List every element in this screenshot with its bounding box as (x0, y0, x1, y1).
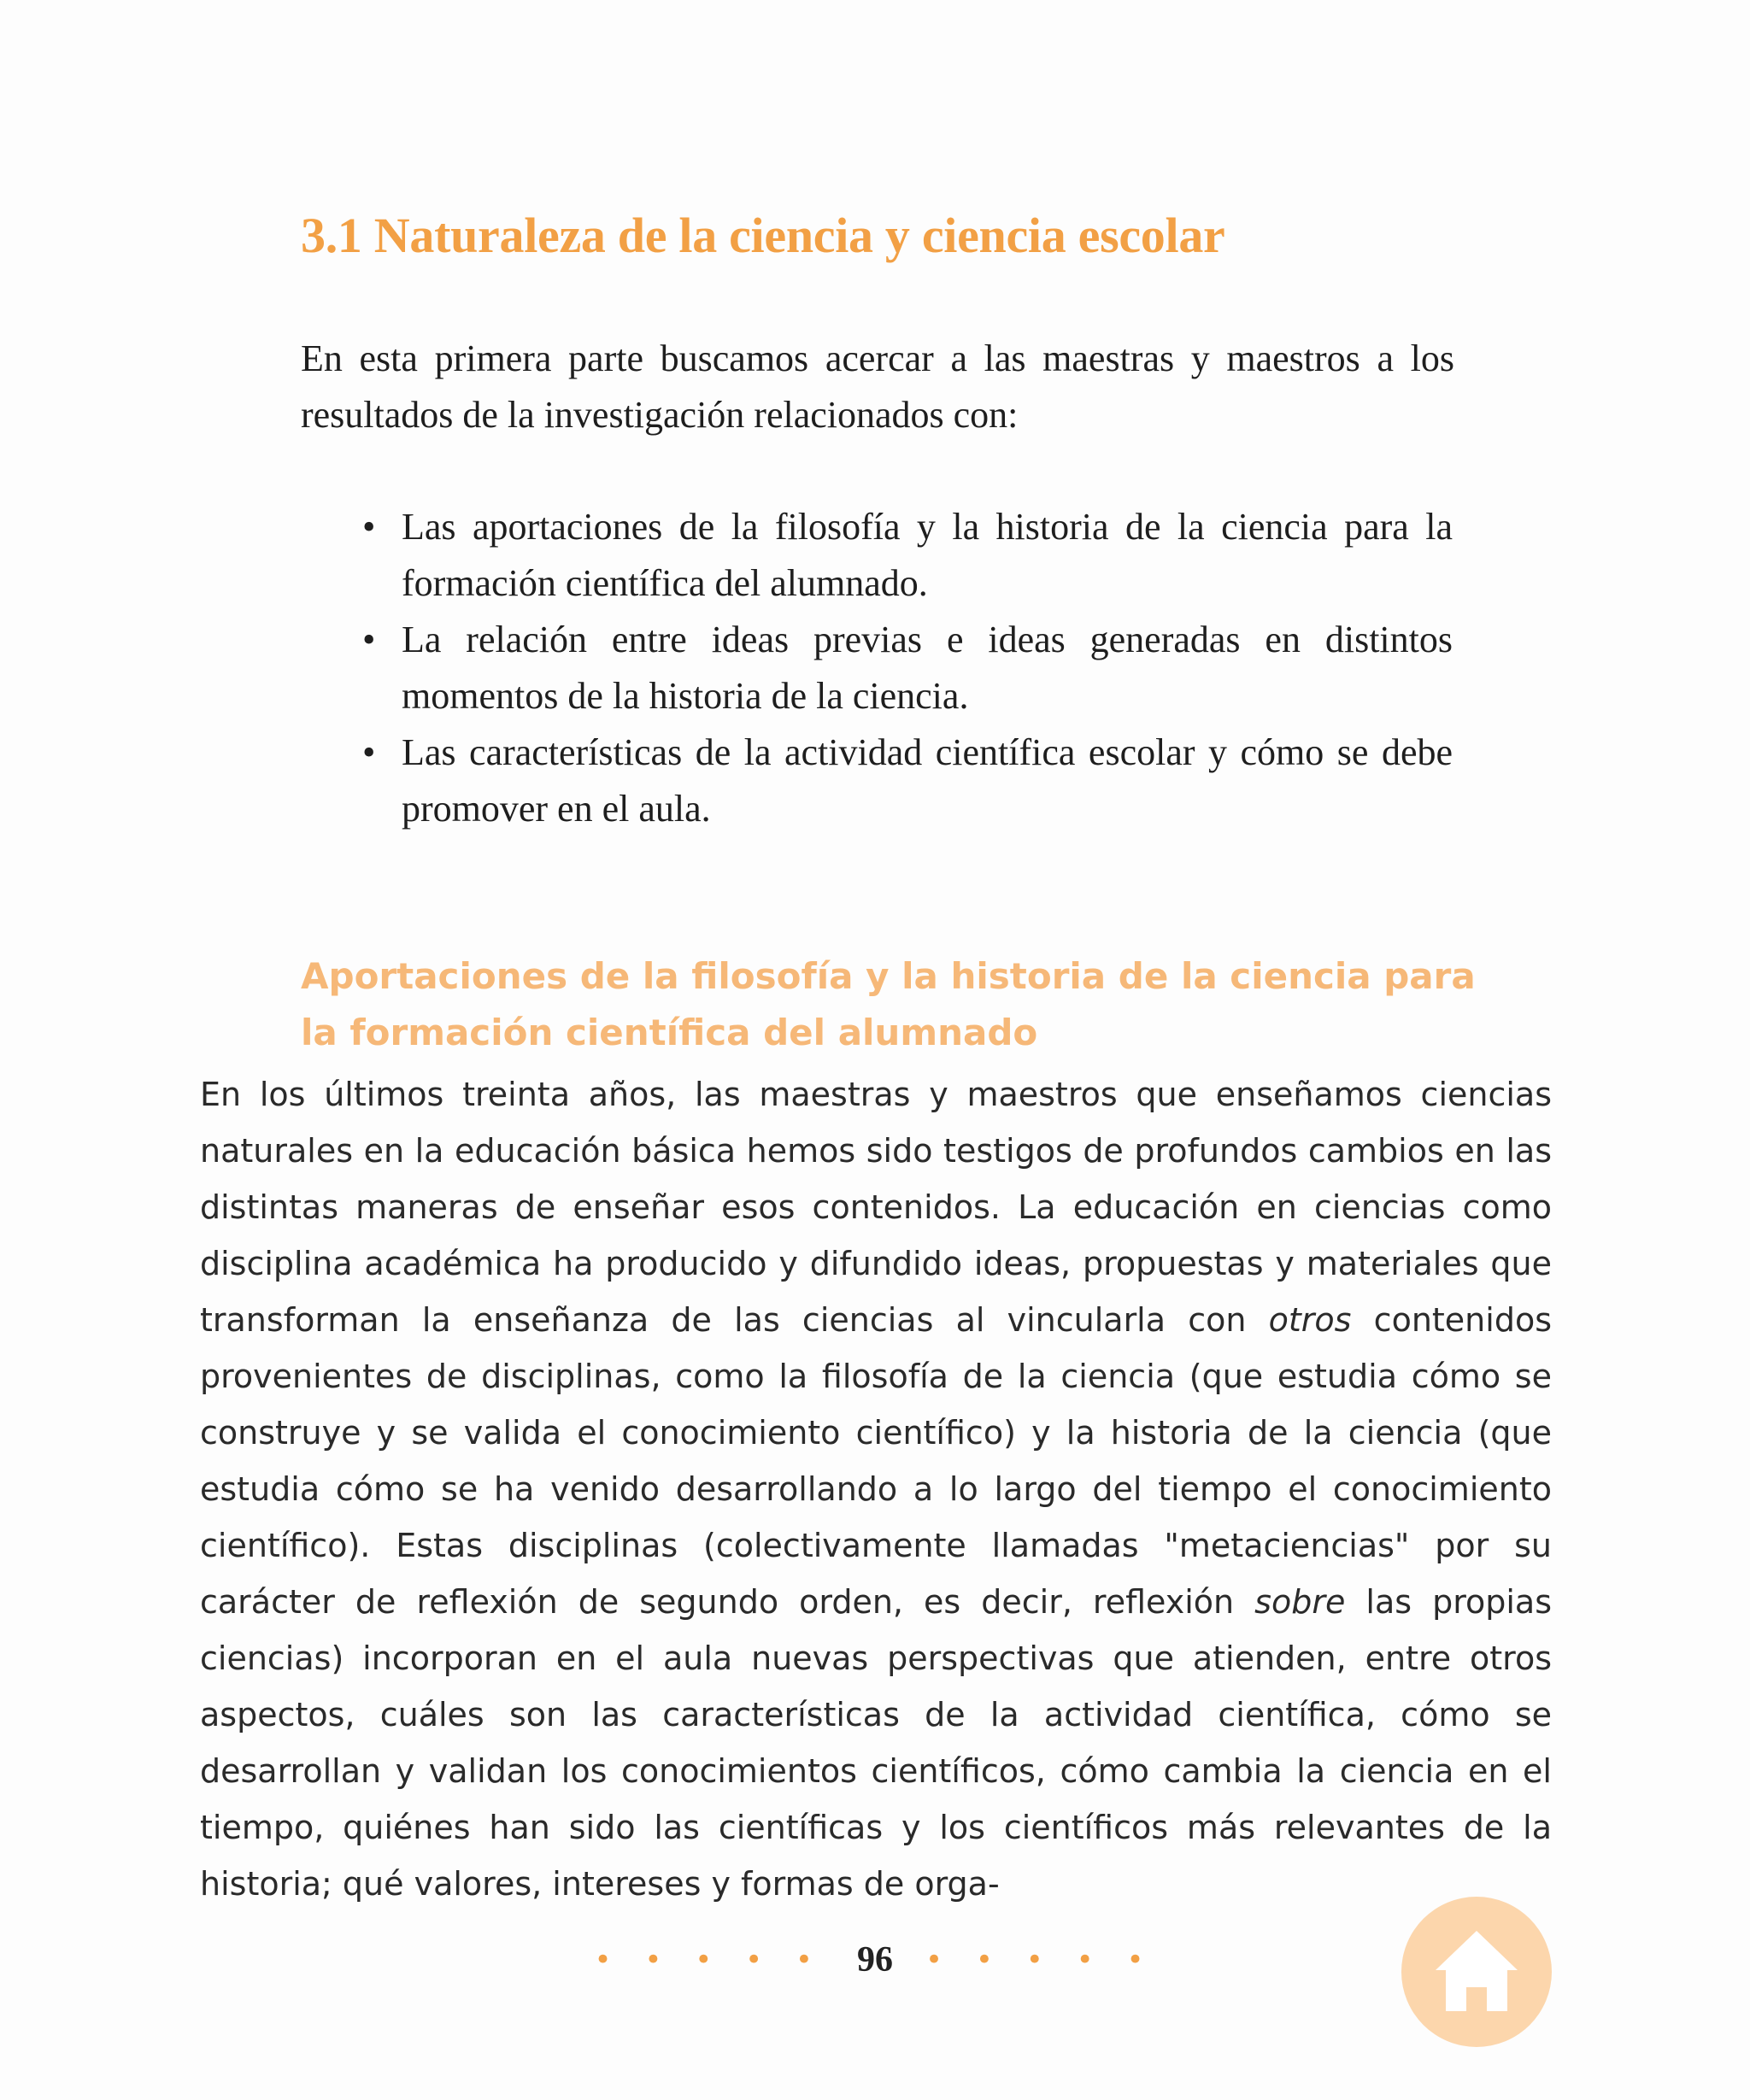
footer-dots-right: • • • • • (925, 1943, 1156, 1977)
bullet-icon: • (362, 506, 376, 548)
list-item-text: La relación entre ideas previas e ideas generadas en distintos momentos de la historia de la ciencia. (402, 619, 1453, 717)
list-item (362, 612, 1453, 724)
bullet-icon: • (362, 731, 376, 773)
section-title: 3.1 Naturaleza de la ciencia y ciencia escolar (301, 208, 1225, 263)
body-text-part: En los últimos treinta años, las maestras y maestros que enseñamos ciencias naturales en la educación básica hemos sido testigos de profundos cambios en las distintas maneras de enseñar esos contenidos. La educación en ciencias como disciplina académica ha producido y difundido ideas, propuestas y materiales que transforman la enseñanza de las ciencias al vincularla con (200, 1076, 1552, 1339)
footer-dots-left: • • • • • (594, 1943, 825, 1977)
intro-paragraph: En esta primera parte buscamos acercar a las maestras y maestros a los resultados de la investigación relacionados con: (301, 337, 1454, 436)
subsection-heading: Aportaciones de la filosofía y la historia de la ciencia para la formación científica del alumnado (301, 955, 1476, 1053)
page-number: 96 (857, 1940, 893, 1980)
topics-list (362, 499, 1453, 837)
home-icon (1401, 1897, 1552, 2047)
body-emphasis: sobre (1254, 1583, 1346, 1621)
list-item-text: Las características de la actividad científica escolar y cómo se debe promover en el aula. (402, 731, 1453, 830)
body-paragraph (200, 1066, 1552, 1912)
list-item (362, 499, 1453, 612)
home-button[interactable] (1401, 1897, 1552, 2047)
body-emphasis: otros (1268, 1301, 1352, 1339)
body-text-part: las propias ciencias) incorporan en el aula nuevas perspectivas que atienden, entre otros aspectos, cuáles son las características de la actividad científica, cómo se desarrollan y validan los conocimientos científicos, cómo cambia la ciencia en el tiempo, quiénes han sido las científicas y los científicos más relevantes de la historia; qué valores, intereses y formas de orga- (200, 1583, 1552, 1903)
list-item-text: Las aportaciones de la filosofía y la historia de la ciencia para la formación científica del alumnado. (402, 506, 1453, 604)
list-item (362, 724, 1453, 837)
body-text-part: contenidos provenientes de disciplinas, como la filosofía de la ciencia (que estudia cómo se construye y se valida el conocimiento científico) y la historia de la ciencia (que estudia cómo se ha venido desarrollando a lo largo del tiempo el conocimiento científico). Estas disciplinas (colectivamente llamadas "metaciencias" por su carácter de reflexión de segundo orden, es decir, reflexión (200, 1301, 1552, 1621)
bullet-icon: • (362, 619, 376, 660)
